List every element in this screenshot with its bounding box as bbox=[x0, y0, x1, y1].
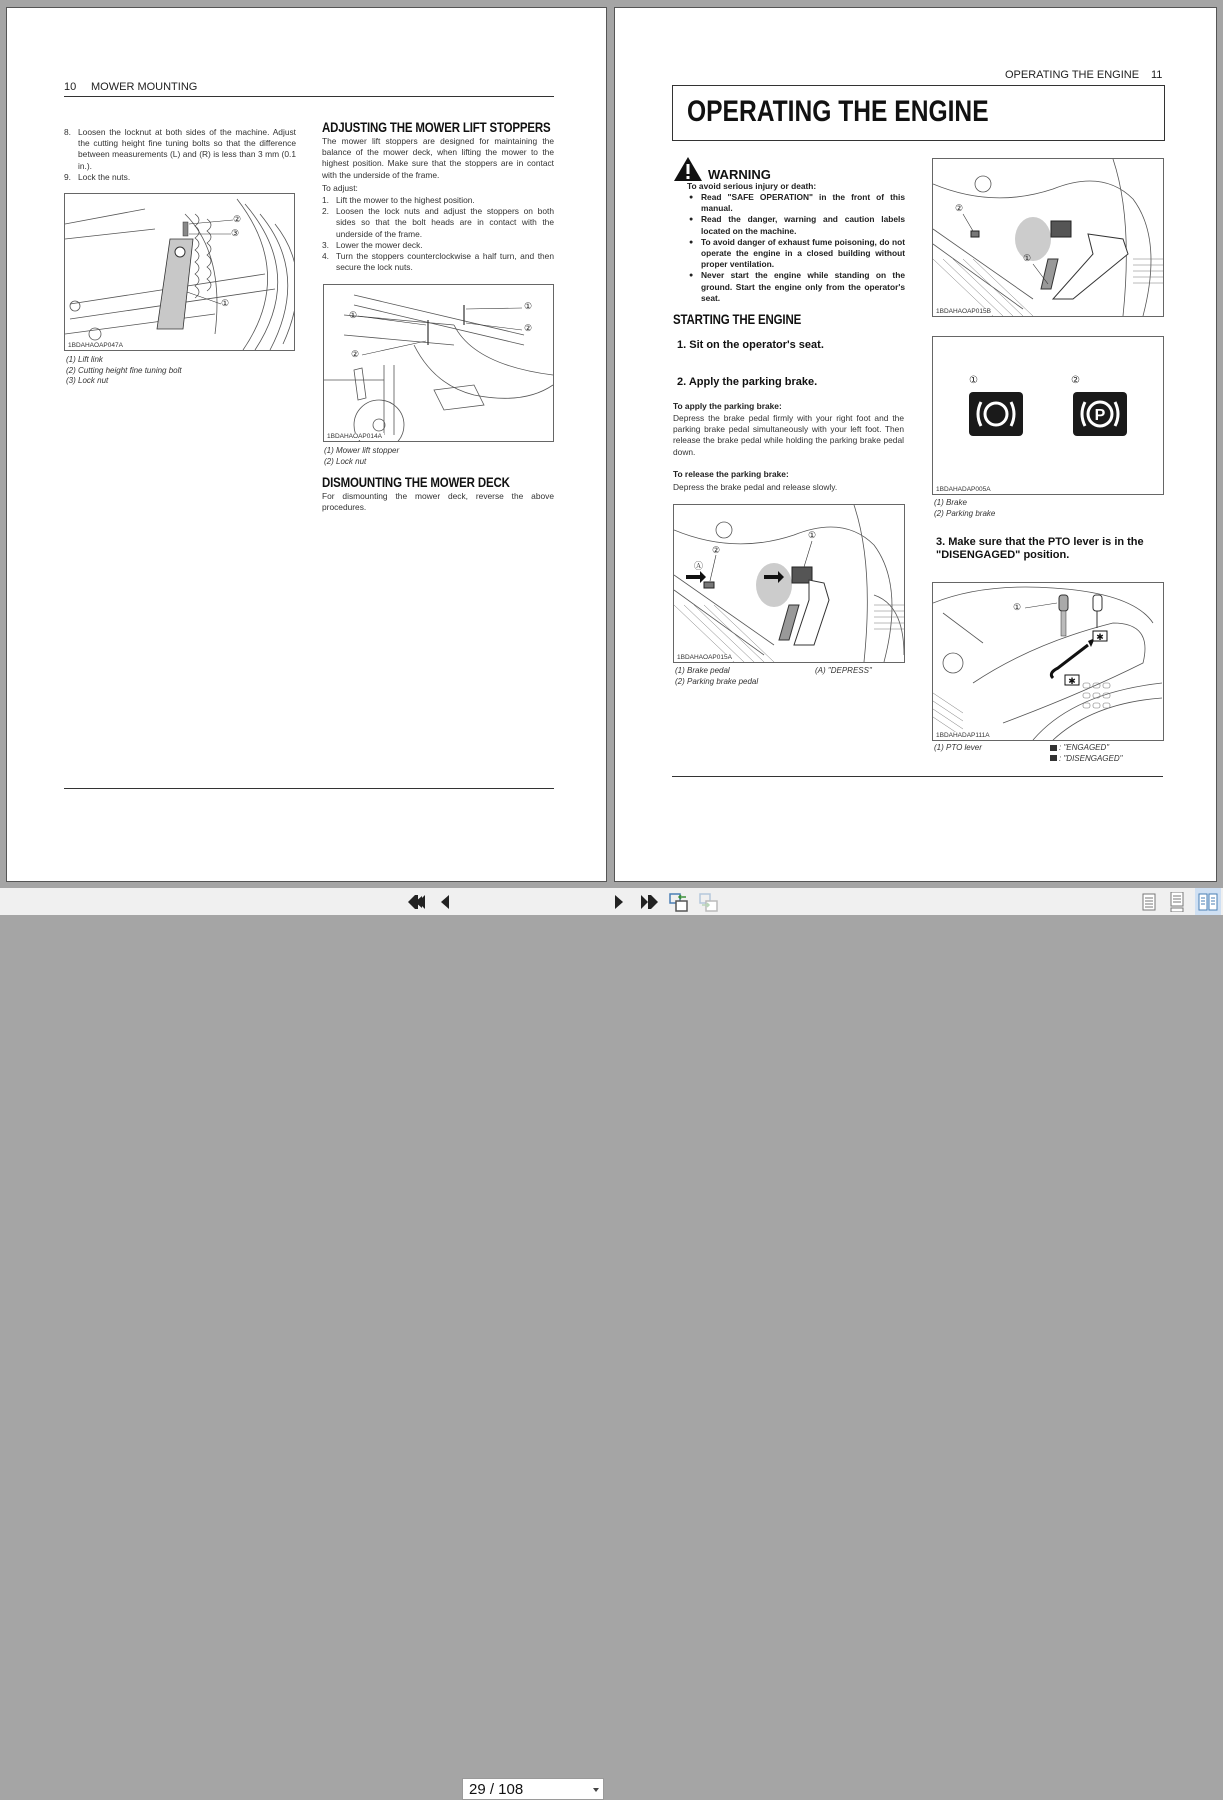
step-1: 1. Sit on the operator's seat. bbox=[677, 339, 824, 351]
callout-1: ① bbox=[1013, 602, 1022, 612]
header-title: MOWER MOUNTING bbox=[91, 81, 198, 93]
warning-bullet: ● Never start the engine while standing on the ground. Start the engine only from the operator's seat. bbox=[687, 270, 905, 304]
warning-bullet: ● To avoid danger of exhaust fume poisoning, do not operate the engine in a closed building without proper ventilation. bbox=[687, 237, 905, 271]
two-page-view-button[interactable] bbox=[1195, 888, 1221, 915]
previous-page-icon bbox=[440, 894, 450, 910]
next-page-icon bbox=[614, 894, 624, 910]
callout-1: ① bbox=[969, 375, 978, 386]
brake-pedals-top-illustration bbox=[933, 159, 1163, 316]
engaged-icon bbox=[1050, 745, 1057, 751]
caption-depress: (A) "DEPRESS" bbox=[815, 666, 872, 675]
go-back-view-button[interactable] bbox=[667, 888, 691, 915]
figure-code: 1BDAHADAP005A bbox=[936, 486, 991, 493]
callout-1: ① bbox=[808, 530, 817, 540]
to-adjust-label: To adjust: bbox=[322, 183, 358, 193]
continuous-view-button[interactable] bbox=[1166, 888, 1188, 915]
figure-lift-stopper bbox=[323, 284, 554, 442]
footer-rule bbox=[64, 788, 554, 789]
caption-pto-lever: (1) PTO lever bbox=[934, 743, 982, 752]
svg-text:✱: ✱ bbox=[1068, 676, 1076, 686]
pto-lever-illustration bbox=[933, 583, 1163, 740]
callout-1-right: ① bbox=[524, 301, 533, 311]
warning-bullets bbox=[687, 192, 905, 304]
callout-1: ① bbox=[1023, 253, 1032, 263]
svg-text:P: P bbox=[1094, 407, 1106, 424]
first-page-icon bbox=[408, 894, 426, 910]
header-title: OPERATING THE ENGINE bbox=[1005, 69, 1140, 81]
warning-triangle-icon bbox=[673, 156, 703, 182]
chapter-title-box bbox=[672, 85, 1165, 141]
callout-a: Ⓐ bbox=[694, 561, 704, 571]
figure1-captions bbox=[66, 355, 182, 387]
page-number-dropdown[interactable] bbox=[462, 1778, 604, 1800]
go-forward-view-icon bbox=[699, 892, 719, 912]
lift-stopper-illustration bbox=[324, 285, 553, 441]
left-page bbox=[6, 7, 607, 882]
figure-code: 1BDAHAOAP015A bbox=[677, 654, 732, 661]
parking-brake-indicator-icon bbox=[1073, 392, 1127, 436]
lift-link-illustration bbox=[65, 194, 294, 350]
caption-parking-brake: (2) Parking brake bbox=[934, 508, 996, 518]
page-number: 11 bbox=[1151, 69, 1163, 81]
warning-label: WARNING bbox=[708, 167, 771, 182]
continuous-page-icon bbox=[1169, 892, 1185, 912]
next-page-button[interactable] bbox=[610, 888, 628, 915]
first-page-button[interactable] bbox=[405, 888, 429, 915]
release-heading: To release the parking brake: bbox=[673, 469, 789, 479]
legend-disengaged: : "DISENGAGED" bbox=[1050, 754, 1122, 765]
callout-2: ② bbox=[712, 545, 721, 555]
last-page-icon bbox=[640, 894, 658, 910]
dismount-text: For dismounting the mower deck, reverse the above procedures. bbox=[322, 491, 554, 513]
caption-lift-link: (1) Lift link bbox=[66, 355, 103, 364]
adjust-step-4: 4. Turn the stoppers counterclockwise a half turn, and then secure the lock nuts. bbox=[322, 251, 554, 273]
figure-brake-pedals bbox=[673, 504, 905, 663]
chevron-down-icon bbox=[593, 1788, 599, 1792]
figure-pto-lever bbox=[932, 582, 1164, 741]
step-3: 3. Make sure that the PTO lever is in the "DISENGAGED" position. bbox=[936, 536, 1144, 561]
adjust-step-3: 3. Lower the mower deck. bbox=[322, 239, 423, 250]
caption-mower-lift-stopper: (1) Mower lift stopper bbox=[324, 446, 400, 455]
right-page bbox=[614, 7, 1217, 882]
callout-3: ③ bbox=[231, 228, 240, 238]
figure-brake-pedals-top bbox=[932, 158, 1164, 317]
callout-2-left: ② bbox=[351, 349, 360, 359]
pedal-captions bbox=[675, 666, 758, 687]
go-back-view-icon bbox=[669, 892, 689, 912]
single-page-icon bbox=[1141, 893, 1157, 911]
figure-lift-link bbox=[64, 193, 295, 351]
warning-bullet: ● Read "SAFE OPERATION" in the front of this manual. bbox=[687, 192, 905, 214]
header-rule bbox=[64, 96, 554, 97]
previous-page-button[interactable] bbox=[436, 888, 454, 915]
single-page-view-button[interactable] bbox=[1138, 888, 1160, 915]
page-indicator: 29 / 108 bbox=[469, 1781, 524, 1798]
figure2-captions bbox=[324, 446, 399, 467]
release-text: Depress the brake pedal and release slowly. bbox=[673, 482, 838, 492]
step-2: 2. Apply the parking brake. bbox=[677, 376, 818, 388]
step-8: 8. Loosen the locknut at both sides of the machine. Adjust the cutting height fine tuning bolts so that the difference between measurements (L) and (R) is less than 3 mm (0.1 in.). bbox=[64, 127, 296, 171]
caption-lock-nut: (3) Lock nut bbox=[66, 376, 109, 385]
section-heading-starting: STARTING THE ENGINE bbox=[673, 311, 802, 327]
figure-code: 1BDAHAOAP014A bbox=[327, 433, 382, 440]
footer-rule bbox=[672, 776, 1163, 777]
steps-list bbox=[64, 127, 296, 183]
page-number: 10 bbox=[64, 81, 77, 93]
figure-code: 1BDAHAOAP047A bbox=[68, 342, 123, 349]
caption-fine-tuning-bolt: (2) Cutting height fine tuning bolt bbox=[66, 365, 182, 375]
section-heading-stoppers: ADJUSTING THE MOWER LIFT STOPPERS bbox=[322, 119, 551, 135]
figure-code: 1BDAHADAP111A bbox=[936, 732, 990, 739]
callout-1-left: ① bbox=[349, 310, 358, 320]
apply-heading: To apply the parking brake: bbox=[673, 401, 782, 411]
pto-legend bbox=[1050, 743, 1122, 764]
step-9: 9. Lock the nuts. bbox=[64, 171, 131, 182]
apply-text: Depress the brake pedal firmly with your right foot and the parking brake pedal simultaneously with your left foot. Then release the brake pedal while holding the parking brake pedal down. bbox=[673, 413, 904, 457]
svg-text:✱: ✱ bbox=[1096, 632, 1104, 642]
last-page-button[interactable] bbox=[637, 888, 661, 915]
brake-indicator-icon bbox=[969, 392, 1023, 436]
caption-brake-pedal: (1) Brake pedal bbox=[675, 666, 730, 675]
two-page-icon bbox=[1198, 893, 1218, 911]
brake-pedals-illustration bbox=[674, 505, 904, 662]
section-heading-dismount: DISMOUNTING THE MOWER DECK bbox=[322, 474, 510, 490]
stoppers-intro: The mower lift stoppers are designed for maintaining the balance of the mower deck, when lifting the mower to the highest position. Make sure that the stoppers are in contact with the underside of the frame. bbox=[322, 136, 554, 180]
warning-bullet: ● Read the danger, warning and caution labels located on the machine. bbox=[687, 214, 905, 236]
adjust-step-1: 1. Lift the mower to the highest position. bbox=[322, 195, 475, 205]
callout-2: ② bbox=[955, 203, 964, 213]
indicator-captions bbox=[934, 498, 995, 519]
viewer-toolbar bbox=[0, 888, 1223, 1798]
caption-lock-nut: (2) Lock nut bbox=[324, 456, 367, 466]
figure-indicators bbox=[932, 336, 1164, 495]
caption-brake: (1) Brake bbox=[934, 498, 967, 507]
legend-engaged: : "ENGAGED" bbox=[1050, 743, 1122, 754]
callout-2-right: ② bbox=[524, 323, 533, 333]
go-forward-view-button[interactable] bbox=[697, 888, 721, 915]
adjust-steps bbox=[322, 195, 554, 273]
chapter-title: OPERATING THE ENGINE bbox=[687, 95, 989, 128]
callout-2: ② bbox=[1071, 375, 1080, 386]
caption-parking-brake-pedal: (2) Parking brake pedal bbox=[675, 676, 759, 686]
figure-code: 1BDAHAOAP015B bbox=[936, 308, 991, 315]
disengaged-icon bbox=[1050, 755, 1057, 761]
adjust-step-2: 2. Loosen the lock nuts and adjust the stoppers on both sides so that the bolt heads are in contact with the underside of the frame. bbox=[322, 206, 554, 239]
callout-1: ① bbox=[221, 298, 230, 308]
callout-2: ② bbox=[233, 214, 242, 224]
warning-intro: To avoid serious injury or death: bbox=[687, 181, 817, 191]
